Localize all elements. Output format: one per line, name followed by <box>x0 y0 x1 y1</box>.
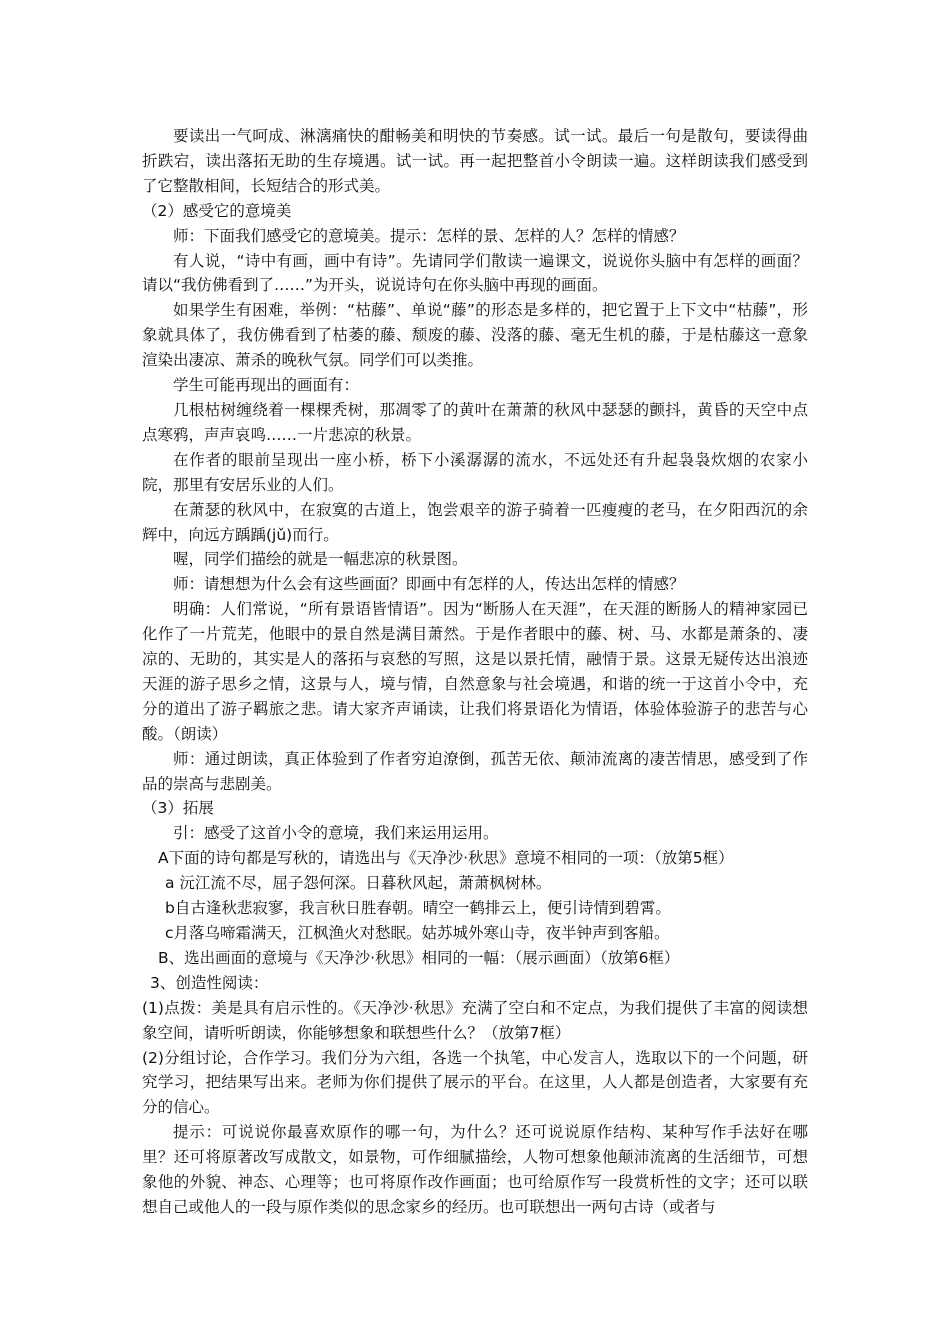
paragraph: 喔，同学们描绘的就是一幅悲凉的秋景图。 <box>173 550 468 569</box>
paragraph: (1)点拨：美是具有启示性的。《天净沙·秋思》充满了空白和不定点，为我们提供了丰富的阅读想象空间，请听听朗读，你能够想象和联想些什么？（放第7框） <box>142 998 808 1042</box>
paragraph: 几根枯树缠绕着一棵棵秃树，那凋零了的黄叶在萧萧的秋风中瑟瑟的颤抖，黄昏的天空中点点寒鸦，声声哀鸣……一片悲凉的秋景。 <box>142 400 808 444</box>
paragraph: 如果学生有困难，举例：“枯藤”、单说“藤”的形态是多样的，把它置于上下文中“枯藤”，形象就具体了，我仿佛看到了枯萎的藤、颓废的藤、没落的藤、毫无生机的藤，于是枯藤这一意象渲染出凄凉、萧杀的晚秋气氛。同学们可以类推。 <box>142 301 808 370</box>
section-heading: （3）拓展 <box>142 799 214 818</box>
paragraph: (2)分组讨论，合作学习。我们分为六组，各选一个执笔，中心发言人，选取以下的一个问题，研究学习，把结果写出来。老师为你们提供了展示的平台。在这里，人人都是创造者，大家要有充分的信心。 <box>142 1048 808 1117</box>
question-item: A下面的诗句都是写秋的，请选出与《天净沙·秋思》意境不相同的一项：（放第5框） <box>158 849 734 868</box>
paragraph: 在萧瑟的秋风中，在寂寞的古道上，饱尝艰辛的游子骑着一匹瘦瘦的老马，在夕阳西沉的余辉中，向远方踽踽(jǔ)而行。 <box>142 500 808 544</box>
section-heading: （2）感受它的意境美 <box>142 201 292 220</box>
paragraph: 要读出一气呵成、淋漓痛快的酣畅美和明快的节奏感。试一试。最后一句是散句，要读得曲折跌宕，读出落拓无助的生存境遇。试一试。再一起把整首小令朗读一遍。这样朗读我们感受到了它整散相间，长短结合的形式美。 <box>142 127 808 195</box>
paragraph: 师：请想想为什么会有这些画面？即画中有怎样的人，传达出怎样的情感？ <box>173 575 685 594</box>
question-item: B、选出画面的意境与《天净沙·秋思》相同的一幅：（展示画面）（放第6框） <box>158 948 680 967</box>
paragraph: 引：感受了这首小令的意境，我们来运用运用。 <box>173 824 499 843</box>
option-item: c月落乌啼霜满天，江枫渔火对愁眠。姑苏城外寒山寺，夜半钟声到客船。 <box>165 924 670 942</box>
option-item: a 沅江流不尽，屈子怨何深。日暮秋风起，萧萧枫树林。 <box>165 874 552 893</box>
option-item: b自古逢秋悲寂寥，我言秋日胜春朝。晴空一鹤排云上，便引诗情到碧霄。 <box>165 899 671 918</box>
document-body <box>142 124 808 1220</box>
paragraph: 提示：可说说你最喜欢原作的哪一句，为什么？还可说说原作结构、某种写作手法好在哪里？还可将原著改写成散文，如景物，可作细腻描绘，人物可想象他颠沛流离的生活细节，可想象他的外貌、神态、心理等；也可将原作改作画面；也可给原作写一段赏析性的文字；还可以联想自己或他人的一段与原作类似的思念家乡的经历。也可联想出一两句古诗（或者与 <box>142 1123 808 1216</box>
paragraph: 师：通过朗读，真正体验到了作者穷迫潦倒，孤苦无依、颠沛流离的凄苦情思，感受到了作品的崇高与悲剧美。 <box>142 749 808 793</box>
paragraph: 在作者的眼前呈现出一座小桥，桥下小溪潺潺的流水，不远处还有升起袅袅炊烟的农家小院，那里有安居乐业的人们。 <box>142 450 808 494</box>
paragraph: 学生可能再现出的画面有： <box>173 376 360 395</box>
paragraph: 师：下面我们感受它的意境美。提示：怎样的景、怎样的人？怎样的情感？ <box>173 226 685 245</box>
section-heading: 3、创造性阅读： <box>150 973 269 992</box>
paragraph: 明确：人们常说，“所有景语皆情语”。因为“断肠人在天涯”，在天涯的断肠人的精神家园已化作了一片荒芜，他眼中的景自然是满目萧然。于是作者眼中的藤、树、马、水都是萧条的、凄凉的、无助的，其实是人的落拓与哀愁的写照，这是以景托情，融情于景。这景无疑传达出浪迹天涯的游子思乡之情，这景与人，境与情，自然意象与社会境遇，和谐的统一于这首小令中，充分的道出了游子羁旅之悲。请大家齐声诵读，让我们将景语化为情语，体验体验游子的悲苦与心酸。（朗读） <box>142 600 808 743</box>
paragraph: 有人说，“诗中有画，画中有诗”。先请同学们散读一遍课文，说说你头脑中有怎样的画面？请以“我仿佛看到了……”为开头，说说诗句在你头脑中再现的画面。 <box>142 251 808 295</box>
